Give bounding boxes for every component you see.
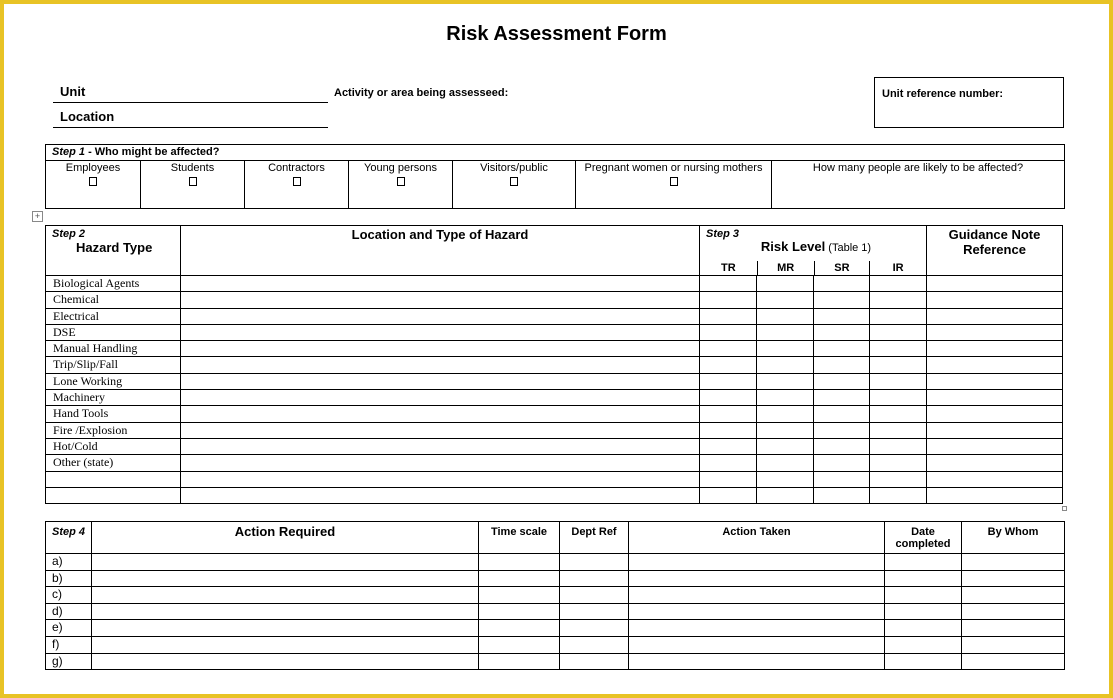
option-employees: [46, 161, 141, 209]
hazard-input-cell[interactable]: [927, 341, 1063, 357]
hazard-input-cell[interactable]: [814, 422, 870, 438]
hazard-input-cell[interactable]: [757, 357, 814, 373]
action-input-cell[interactable]: [92, 603, 479, 620]
risk-assessment-page: [4, 4, 1109, 694]
action-row-label: a): [46, 554, 92, 571]
step1-header: [46, 145, 1065, 161]
hazard-input-cell[interactable]: [700, 308, 757, 324]
hazard-input-cell[interactable]: [181, 471, 700, 487]
hazard-input-cell[interactable]: [814, 357, 870, 373]
table-row: [46, 636, 1065, 653]
option-contractors: [245, 161, 349, 209]
step2-label: Step 2: [52, 228, 86, 240]
action-input-cell[interactable]: [629, 570, 885, 587]
hazard-input-cell[interactable]: [927, 471, 1063, 487]
step1-table: [45, 144, 1065, 209]
unit-label: Unit: [60, 84, 86, 99]
action-input-cell[interactable]: [962, 587, 1065, 604]
hazard-input-cell[interactable]: [700, 357, 757, 373]
step1-step-label: Step 1: [52, 146, 86, 158]
hazard-input-cell[interactable]: [757, 438, 814, 454]
table-row: [46, 422, 1063, 438]
hazard-input-cell[interactable]: [700, 422, 757, 438]
step3-label: Step 3: [706, 228, 740, 240]
hazard-type-cell: Hot/Cold: [46, 438, 181, 454]
hazard-type-cell: Machinery: [46, 390, 181, 406]
table-move-icon[interactable]: +: [32, 211, 43, 222]
hazard-input-cell[interactable]: [814, 406, 870, 422]
hazard-input-cell[interactable]: [700, 341, 757, 357]
action-input-cell[interactable]: [885, 620, 962, 637]
risk-col-tr: TR: [721, 262, 736, 274]
table-row: [46, 554, 1065, 571]
risk-level-label: Risk Level: [760, 239, 826, 254]
hazard-input-cell[interactable]: [700, 292, 757, 308]
hazard-input-cell[interactable]: [927, 324, 1063, 340]
risk-level-header: [700, 226, 927, 276]
form-title: Risk Assessment Form: [446, 23, 667, 45]
hazard-input-cell[interactable]: [757, 276, 814, 292]
hazard-input-cell[interactable]: [870, 341, 927, 357]
checkbox-contractors[interactable]: [293, 177, 301, 186]
hazard-input-cell[interactable]: [181, 455, 700, 471]
hazard-type-cell: Fire /Explosion: [46, 422, 181, 438]
action-required-header: Action Required: [92, 522, 479, 554]
hazard-input-cell[interactable]: [870, 406, 927, 422]
hazard-input-cell[interactable]: [870, 438, 927, 454]
action-input-cell[interactable]: [629, 587, 885, 604]
action-input-cell[interactable]: [962, 554, 1065, 571]
dept-ref-header: Dept Ref: [560, 522, 629, 554]
checkbox-employees[interactable]: [89, 177, 97, 186]
hazard-input-cell[interactable]: [814, 390, 870, 406]
action-row-label: b): [46, 570, 92, 587]
location-label: Location: [60, 109, 115, 124]
count-question: How many people are likely to be affected?: [812, 162, 1024, 174]
hazard-input-cell[interactable]: [757, 471, 814, 487]
hazard-input-cell[interactable]: [181, 373, 700, 389]
action-input-cell[interactable]: [560, 653, 629, 670]
action-input-cell[interactable]: [479, 570, 560, 587]
table-row: [46, 406, 1063, 422]
option-label: Contractors: [268, 162, 325, 174]
hazard-input-cell[interactable]: [870, 292, 927, 308]
hazard-table: [45, 225, 1063, 504]
hazard-type-header: [46, 226, 181, 276]
option-visitors: [453, 161, 576, 209]
hazard-input-cell[interactable]: [814, 471, 870, 487]
checkbox-pregnant[interactable]: [670, 177, 678, 186]
hazard-input-cell[interactable]: [181, 390, 700, 406]
action-input-cell[interactable]: [92, 554, 479, 571]
hazard-input-cell[interactable]: [757, 455, 814, 471]
hazard-type-cell: Manual Handling: [46, 341, 181, 357]
option-young-persons: [349, 161, 453, 209]
hazard-input-cell[interactable]: [870, 373, 927, 389]
action-input-cell[interactable]: [962, 570, 1065, 587]
action-input-cell[interactable]: [885, 653, 962, 670]
hazard-input-cell[interactable]: [757, 324, 814, 340]
hazard-input-cell[interactable]: [814, 324, 870, 340]
hazard-type-cell: Chemical: [46, 292, 181, 308]
hazard-input-cell[interactable]: [814, 455, 870, 471]
hazard-input-cell[interactable]: [181, 276, 700, 292]
table-row: [46, 308, 1063, 324]
hazard-type-cell: Biological Agents: [46, 276, 181, 292]
step1-question: - Who might be affected?: [85, 146, 220, 158]
unit-field-line[interactable]: [53, 102, 328, 103]
hazard-input-cell[interactable]: [700, 324, 757, 340]
action-input-cell[interactable]: [560, 554, 629, 571]
table-row: [46, 390, 1063, 406]
hazard-input-cell[interactable]: [870, 487, 927, 503]
action-input-cell[interactable]: [92, 570, 479, 587]
hazard-input-cell[interactable]: [181, 406, 700, 422]
table-row: [46, 276, 1063, 292]
action-input-cell[interactable]: [479, 620, 560, 637]
hazard-input-cell[interactable]: [870, 390, 927, 406]
step4-header: [46, 522, 92, 554]
table-row: [46, 455, 1063, 471]
table-row: [46, 341, 1063, 357]
hazard-input-cell[interactable]: [870, 324, 927, 340]
hazard-input-cell[interactable]: [927, 390, 1063, 406]
action-input-cell[interactable]: [885, 603, 962, 620]
action-row-label: e): [46, 620, 92, 637]
hazard-input-cell[interactable]: [814, 373, 870, 389]
unit-reference-label: Unit reference number:: [882, 88, 1004, 100]
risk-col-ir: IR: [869, 261, 926, 275]
action-input-cell[interactable]: [479, 603, 560, 620]
action-input-cell[interactable]: [92, 620, 479, 637]
action-input-cell[interactable]: [962, 653, 1065, 670]
action-input-cell[interactable]: [962, 603, 1065, 620]
table-resize-handle[interactable]: [1062, 506, 1067, 511]
action-input-cell[interactable]: [629, 636, 885, 653]
hazard-input-cell[interactable]: [870, 357, 927, 373]
hazard-input-cell[interactable]: [181, 357, 700, 373]
hazard-input-cell[interactable]: [870, 471, 927, 487]
action-input-cell[interactable]: [479, 636, 560, 653]
hazard-input-cell[interactable]: [757, 308, 814, 324]
action-input-cell[interactable]: [885, 636, 962, 653]
hazard-input-cell[interactable]: [700, 455, 757, 471]
hazard-type-label: Hazard Type: [76, 240, 153, 255]
hazard-input-cell[interactable]: [181, 324, 700, 340]
hazard-type-cell: [46, 487, 181, 503]
table-row: [46, 603, 1065, 620]
action-input-cell[interactable]: [479, 554, 560, 571]
count-field[interactable]: [772, 161, 1065, 209]
hazard-input-cell[interactable]: [757, 406, 814, 422]
hazard-input-cell[interactable]: [700, 276, 757, 292]
table-row: [46, 587, 1065, 604]
checkbox-visitors[interactable]: [510, 177, 518, 186]
action-input-cell[interactable]: [629, 620, 885, 637]
hazard-input-cell[interactable]: [181, 438, 700, 454]
table-row: [46, 471, 1063, 487]
action-input-cell[interactable]: [560, 636, 629, 653]
hazard-type-cell: Electrical: [46, 308, 181, 324]
hazard-input-cell[interactable]: [757, 422, 814, 438]
hazard-input-cell[interactable]: [757, 487, 814, 503]
hazard-input-cell[interactable]: [181, 487, 700, 503]
hazard-input-cell[interactable]: [927, 438, 1063, 454]
action-input-cell[interactable]: [92, 636, 479, 653]
checkbox-young-persons[interactable]: [397, 177, 405, 186]
hazard-input-cell[interactable]: [927, 308, 1063, 324]
table-row: [46, 653, 1065, 670]
action-input-cell[interactable]: [560, 587, 629, 604]
hazard-input-cell[interactable]: [927, 487, 1063, 503]
hazard-input-cell[interactable]: [700, 471, 757, 487]
hazard-type-cell: Lone Working: [46, 373, 181, 389]
action-input-cell[interactable]: [479, 587, 560, 604]
action-input-cell[interactable]: [962, 620, 1065, 637]
action-input-cell[interactable]: [560, 570, 629, 587]
location-type-header: Location and Type of Hazard: [181, 226, 700, 276]
option-label: Employees: [65, 162, 121, 174]
hazard-input-cell[interactable]: [814, 438, 870, 454]
action-input-cell[interactable]: [560, 620, 629, 637]
hazard-input-cell[interactable]: [927, 292, 1063, 308]
action-input-cell[interactable]: [92, 587, 479, 604]
option-label: Pregnant women or nursing mothers: [584, 162, 763, 174]
action-input-cell[interactable]: [629, 603, 885, 620]
step4-label: Step 4: [52, 526, 86, 538]
action-taken-header: Action Taken: [629, 522, 885, 554]
risk-col-sr: SR: [814, 261, 870, 275]
hazard-input-cell[interactable]: [927, 373, 1063, 389]
hazard-input-cell[interactable]: [814, 292, 870, 308]
action-input-cell[interactable]: [629, 554, 885, 571]
table-row: [46, 357, 1063, 373]
action-input-cell[interactable]: [885, 554, 962, 571]
table-row: [46, 324, 1063, 340]
table-row: [46, 373, 1063, 389]
unit-reference-box[interactable]: [874, 77, 1064, 128]
option-label: Visitors/public: [480, 162, 548, 174]
hazard-input-cell[interactable]: [870, 455, 927, 471]
action-input-cell[interactable]: [885, 570, 962, 587]
risk-col-mr: MR: [757, 261, 814, 275]
hazard-input-cell[interactable]: [814, 276, 870, 292]
hazard-type-cell: [46, 471, 181, 487]
action-input-cell[interactable]: [92, 653, 479, 670]
hazard-input-cell[interactable]: [757, 390, 814, 406]
table-row: [46, 487, 1063, 503]
hazard-input-cell[interactable]: [700, 487, 757, 503]
option-label: Students: [170, 162, 215, 174]
hazard-input-cell[interactable]: [927, 455, 1063, 471]
option-label: Young persons: [364, 162, 437, 174]
date-completed-header: Date completed: [885, 522, 962, 554]
hazard-input-cell[interactable]: [870, 422, 927, 438]
guidance-header: Guidance Note Reference: [927, 226, 1063, 276]
timescale-header: Time scale: [479, 522, 560, 554]
hazard-type-cell: DSE: [46, 324, 181, 340]
hazard-input-cell[interactable]: [927, 422, 1063, 438]
hazard-input-cell[interactable]: [927, 357, 1063, 373]
action-row-label: c): [46, 587, 92, 604]
hazard-input-cell[interactable]: [181, 341, 700, 357]
action-rows: [46, 554, 1065, 670]
action-input-cell[interactable]: [885, 587, 962, 604]
hazard-input-cell[interactable]: [700, 373, 757, 389]
hazard-rows: [46, 276, 1063, 504]
hazard-input-cell[interactable]: [700, 390, 757, 406]
checkbox-students[interactable]: [189, 177, 197, 186]
risk-level-note: (Table 1): [825, 242, 872, 254]
hazard-type-cell: Trip/Slip/Fall: [46, 357, 181, 373]
action-input-cell[interactable]: [629, 653, 885, 670]
location-field-line[interactable]: [53, 127, 328, 128]
hazard-type-cell: Hand Tools: [46, 406, 181, 422]
option-pregnant: [576, 161, 772, 209]
hazard-input-cell[interactable]: [814, 487, 870, 503]
hazard-input-cell[interactable]: [700, 406, 757, 422]
action-input-cell[interactable]: [962, 636, 1065, 653]
risk-columns: [700, 261, 926, 275]
table-row: [46, 438, 1063, 454]
action-row-label: f): [46, 636, 92, 653]
action-row-label: d): [46, 603, 92, 620]
table-row: [46, 620, 1065, 637]
hazard-input-cell[interactable]: [700, 438, 757, 454]
hazard-input-cell[interactable]: [927, 406, 1063, 422]
option-students: [141, 161, 245, 209]
activity-label: Activity or area being assesseed:: [334, 87, 509, 99]
hazard-input-cell[interactable]: [757, 373, 814, 389]
table-row: [46, 570, 1065, 587]
hazard-input-cell[interactable]: [814, 308, 870, 324]
hazard-input-cell[interactable]: [181, 308, 700, 324]
hazard-input-cell[interactable]: [927, 276, 1063, 292]
action-table: [45, 521, 1065, 670]
hazard-input-cell[interactable]: [757, 292, 814, 308]
action-row-label: g): [46, 653, 92, 670]
hazard-input-cell[interactable]: [757, 341, 814, 357]
hazard-type-cell: Other (state): [46, 455, 181, 471]
risk-level-title: [706, 239, 926, 254]
hazard-input-cell[interactable]: [870, 276, 927, 292]
by-whom-header: By Whom: [962, 522, 1065, 554]
hazard-input-cell[interactable]: [814, 341, 870, 357]
hazard-input-cell[interactable]: [181, 292, 700, 308]
hazard-input-cell[interactable]: [870, 308, 927, 324]
table-row: [46, 292, 1063, 308]
action-input-cell[interactable]: [560, 603, 629, 620]
hazard-input-cell[interactable]: [181, 422, 700, 438]
action-input-cell[interactable]: [479, 653, 560, 670]
